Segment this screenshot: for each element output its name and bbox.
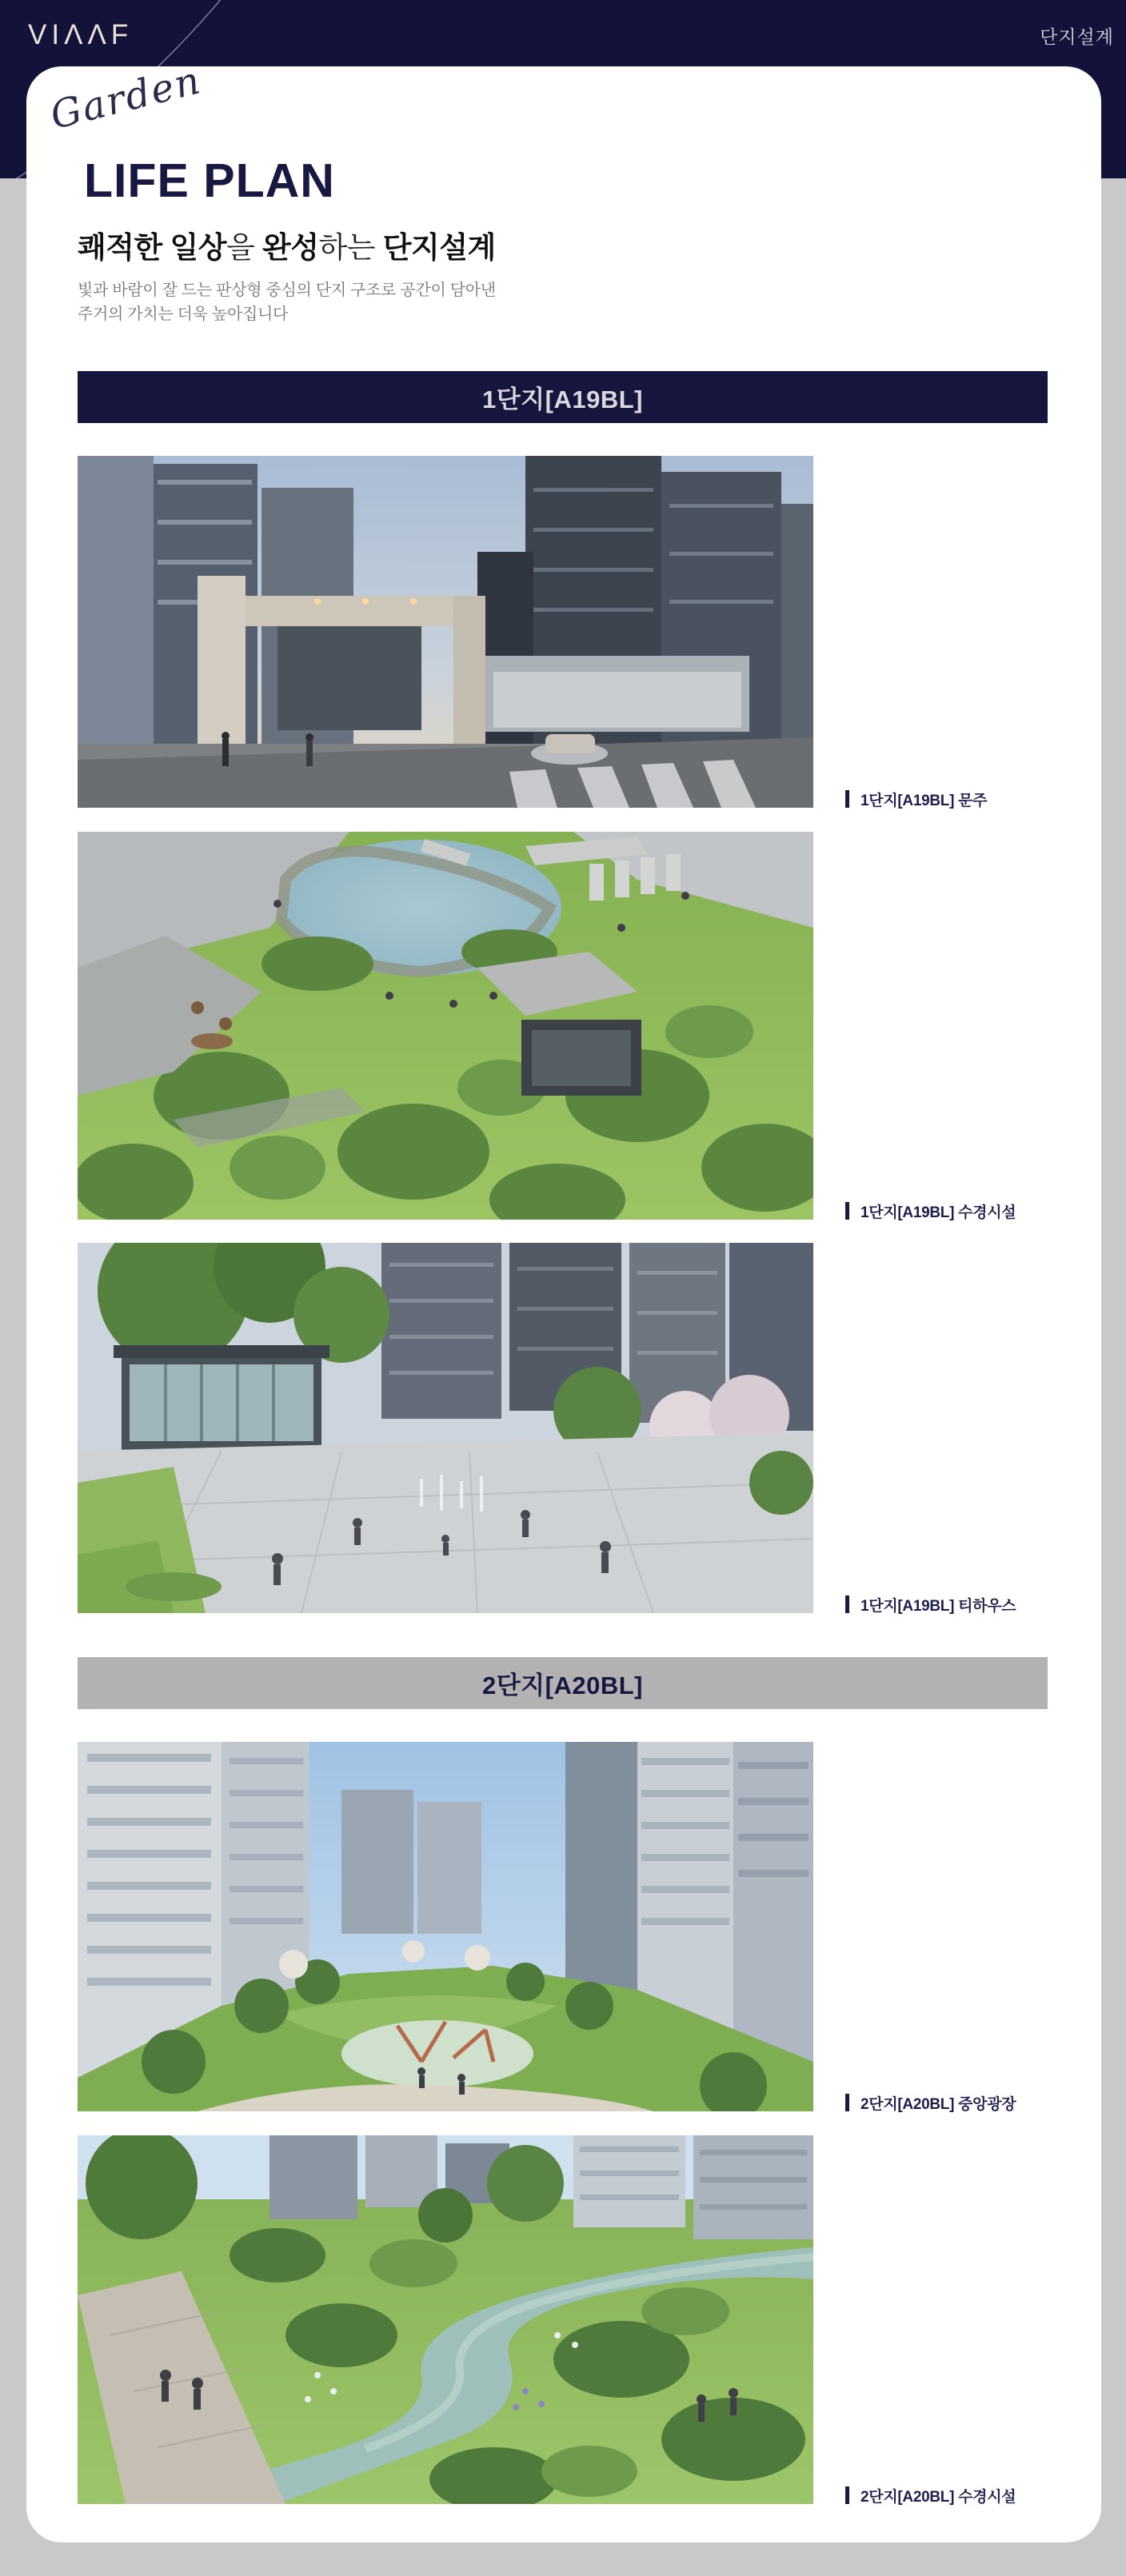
gate-dusk-illustration bbox=[78, 456, 813, 808]
section-banner-block1: 1단지[A19BL] bbox=[78, 371, 1048, 423]
caption-text: 1단지[A19BL] 문주 bbox=[860, 792, 988, 809]
figure-caption bbox=[845, 2092, 1016, 2113]
subtitle-part: 을 bbox=[226, 231, 263, 264]
script-word-garden: Garden bbox=[46, 58, 206, 138]
figure-caption bbox=[845, 1200, 1016, 1221]
subtitle-part: 하는 bbox=[318, 231, 383, 264]
tea-house-illustration bbox=[78, 1243, 813, 1613]
page-title: LIFE PLAN bbox=[84, 154, 335, 207]
subtitle-part: 단지설계 bbox=[382, 231, 496, 264]
subtitle-part: 완성 bbox=[262, 231, 319, 264]
subtitle-part: 쾌적한 일상 bbox=[78, 231, 226, 264]
rendering-image-tea-house bbox=[78, 1243, 813, 1613]
rendering-image-pond-garden bbox=[78, 832, 813, 1220]
rendering-image-central-plaza bbox=[78, 1742, 813, 2111]
caption-bar-icon bbox=[845, 1596, 849, 1613]
caption-bar-icon bbox=[845, 790, 849, 808]
rendering-image-stream-garden bbox=[78, 2135, 813, 2504]
figure-caption bbox=[845, 789, 987, 809]
nav-item-complex-design[interactable]: 단지설계 bbox=[1040, 26, 1114, 47]
caption-text: 1단지[A19BL] 수경시설 bbox=[860, 1204, 1016, 1221]
section-subtitle bbox=[78, 231, 496, 266]
figure-caption bbox=[845, 2485, 1016, 2506]
caption-bar-icon bbox=[845, 2094, 849, 2111]
caption-bar-icon bbox=[845, 1202, 849, 1220]
caption-text: 2단지[A20BL] 중앙광장 bbox=[860, 2095, 1016, 2113]
central-plaza-illustration bbox=[78, 1742, 813, 2111]
pond-garden-illustration bbox=[78, 832, 813, 1220]
description-line-1: 빛과 바람이 잘 드는 판상형 중심의 단지 구조로 공간이 담아낸 bbox=[78, 282, 496, 299]
stream-garden-illustration bbox=[78, 2135, 813, 2504]
section-banner-block2: 2단지[A20BL] bbox=[78, 1657, 1048, 1709]
caption-text: 2단지[A20BL] 수경시설 bbox=[860, 2488, 1016, 2506]
caption-bar-icon bbox=[845, 2486, 849, 2504]
brand-logo[interactable]: VIΛΛF bbox=[28, 19, 134, 50]
description-line-2: 주거의 가치는 더욱 높아집니다 bbox=[78, 306, 289, 323]
rendering-image-gate bbox=[78, 456, 813, 808]
caption-text: 1단지[A19BL] 티하우스 bbox=[860, 1597, 1016, 1615]
figure-caption bbox=[845, 1594, 1016, 1615]
content-card bbox=[26, 58, 1101, 2542]
